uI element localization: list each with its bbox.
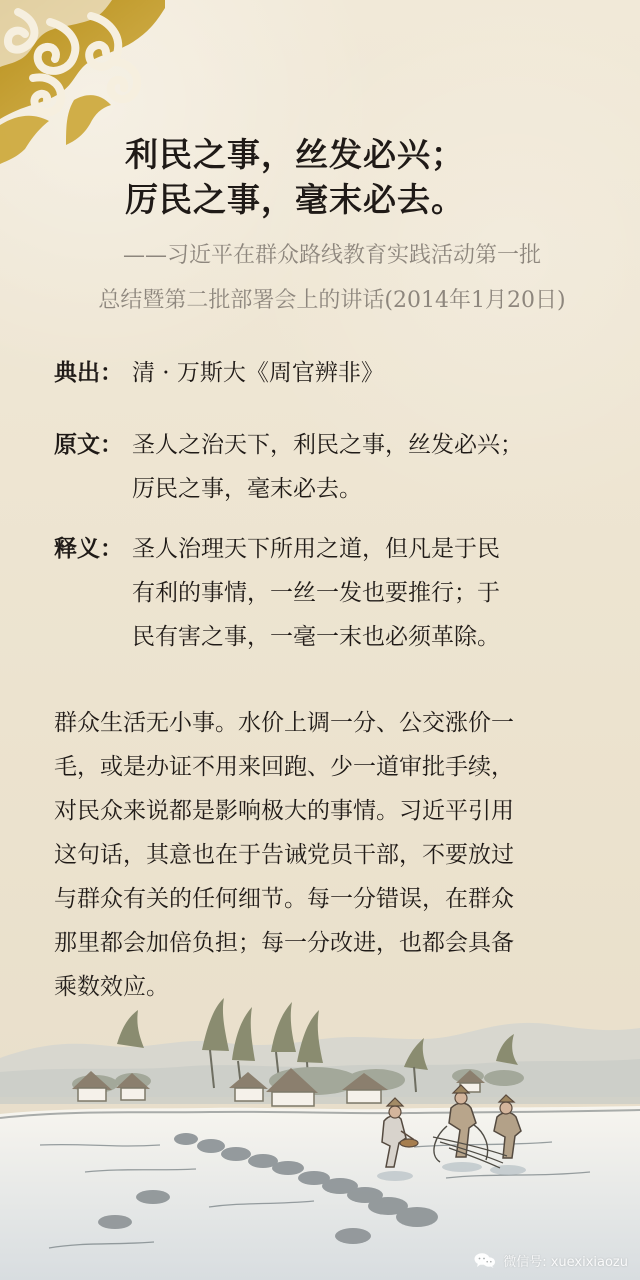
headline-line-1: 利民之事，丝发必兴； bbox=[125, 135, 465, 174]
original-text bbox=[132, 423, 594, 511]
body-line-3: 对民众来说都是影响极大的事情。习近平引用 bbox=[54, 798, 514, 824]
meaning-label: 释义： bbox=[54, 535, 123, 562]
body-line-4: 这句话，其意也在于告诫党员干部，不要放过 bbox=[54, 842, 514, 868]
headline-line-2: 厉民之事，毫末必去。 bbox=[125, 180, 465, 219]
meaning-line-2: 有利的事情，一丝一发也要推行；于 bbox=[132, 580, 500, 606]
meaning-text bbox=[132, 527, 594, 659]
explanatory-body-text bbox=[54, 701, 594, 1009]
village-river-illustration bbox=[0, 972, 640, 1280]
source-line-1: ——习近平在群众路线教育实践活动第一批 bbox=[122, 243, 541, 268]
body-line-1: 群众生活无小事。水价上调一分、公交涨价一 bbox=[54, 710, 514, 736]
citation-value: 清 · 万斯大《周官辨非》 bbox=[132, 360, 384, 386]
meaning-row bbox=[54, 527, 594, 659]
watermark-text: 微信号: xuexixiaozu bbox=[503, 1255, 628, 1270]
original-line-1: 圣人之治天下，利民之事，丝发必兴； bbox=[132, 432, 523, 458]
meaning-line-1: 圣人治理天下所用之道，但凡是于民 bbox=[132, 536, 500, 562]
wechat-watermark bbox=[473, 1251, 628, 1270]
citation-row bbox=[54, 351, 594, 391]
meaning-line-3: 民有害之事，一毫一末也必须革除。 bbox=[132, 624, 500, 650]
original-label: 原文： bbox=[54, 431, 123, 458]
body-line-2: 毛，或是办证不用来回跑、少一道审批手续， bbox=[54, 754, 514, 780]
original-text-row bbox=[54, 423, 594, 513]
headline bbox=[125, 132, 545, 222]
citation-label: 典出： bbox=[54, 359, 123, 386]
body-line-5: 与群众有关的任何细节。每一分错误，在群众 bbox=[54, 886, 514, 912]
wechat-icon bbox=[473, 1252, 497, 1270]
body-line-6: 那里都会加倍负担；每一分改进，也都会具备 bbox=[54, 930, 514, 956]
original-line-2: 厉民之事，毫末必去。 bbox=[132, 476, 362, 502]
source-attribution bbox=[52, 233, 612, 323]
source-line-2: 总结暨第二批部署会上的讲话(2014年1月20日) bbox=[98, 288, 566, 313]
